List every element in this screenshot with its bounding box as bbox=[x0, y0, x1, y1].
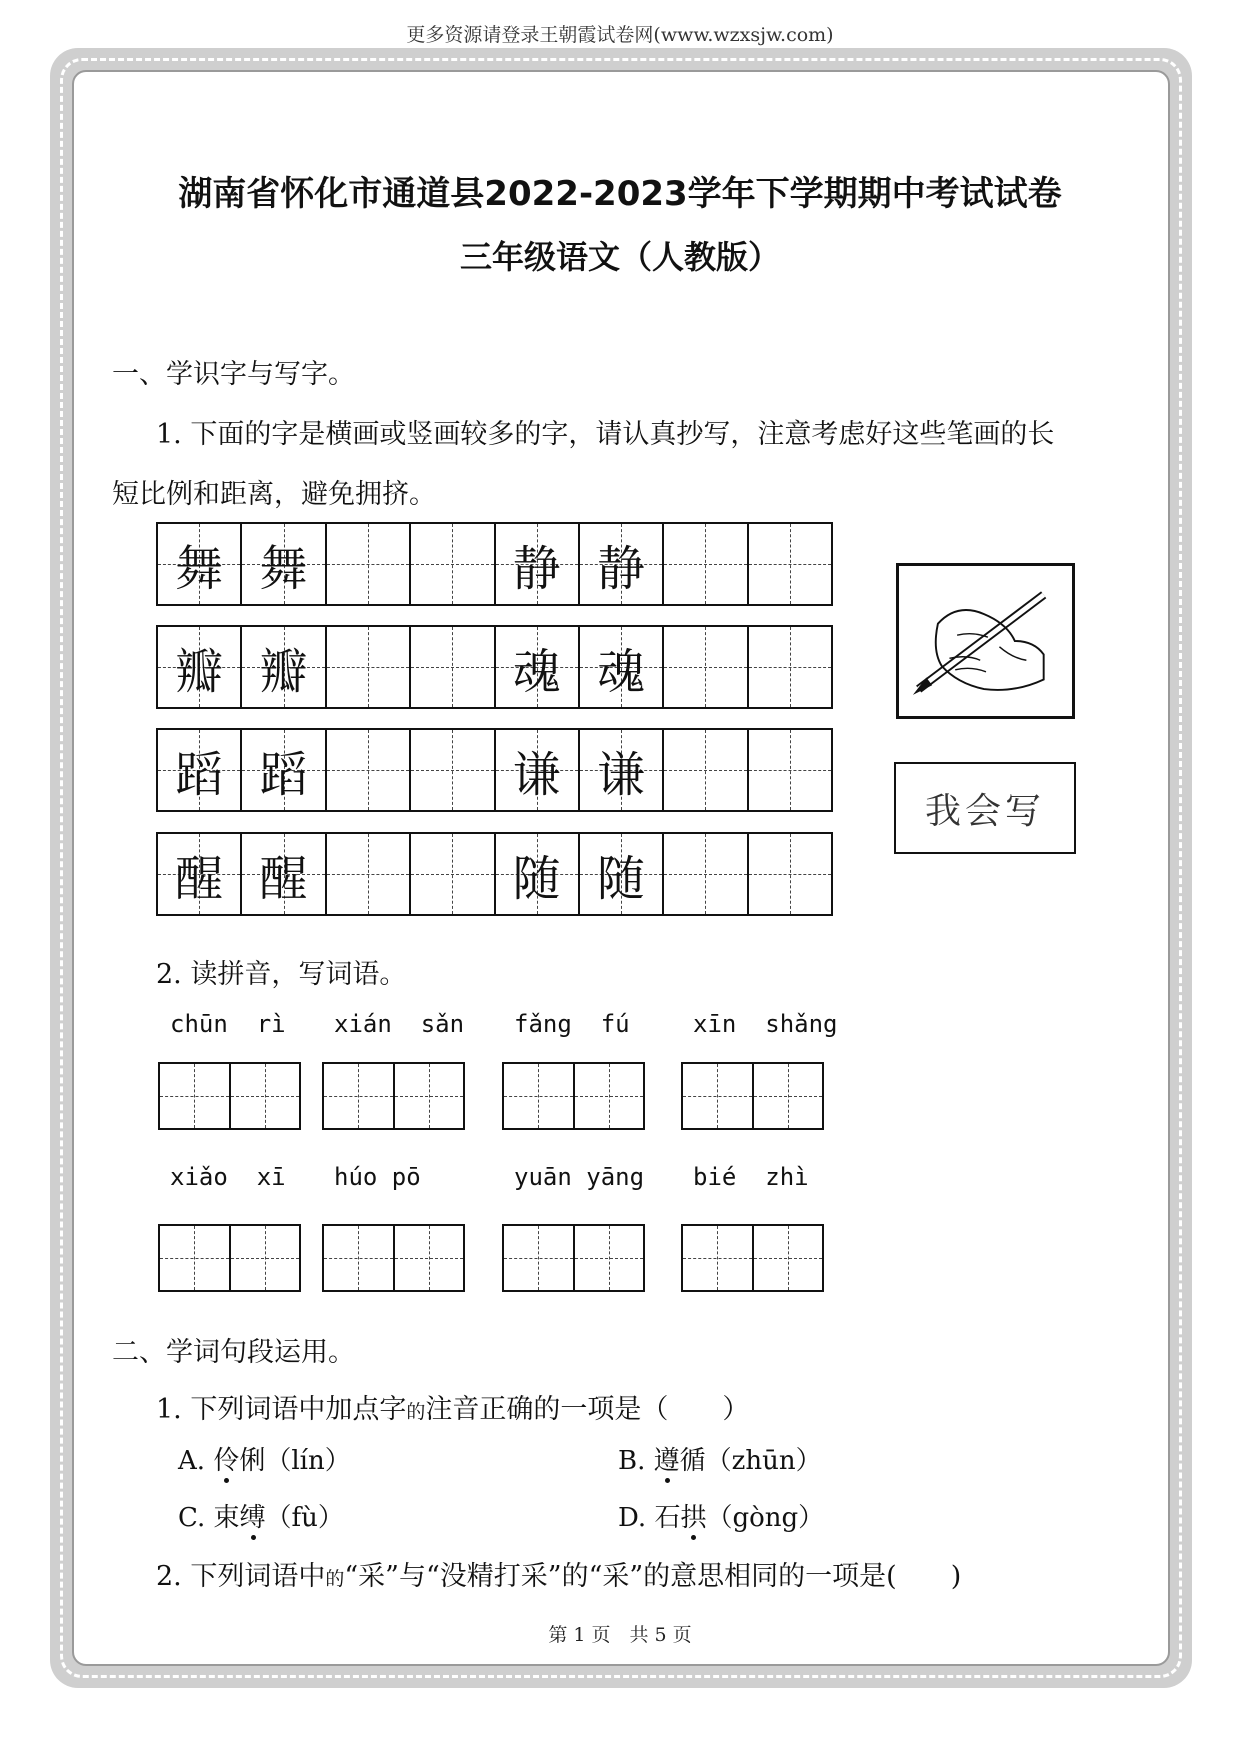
option-c bbox=[178, 1497, 344, 1534]
answer-cell[interactable] bbox=[393, 1064, 464, 1128]
grid-character: 瓣 bbox=[175, 643, 224, 700]
grid-cell-sample bbox=[158, 730, 240, 810]
grid-character bbox=[411, 524, 493, 604]
header-note: 更多资源请登录王朝霞试卷网(www.wzxsjw.com) bbox=[406, 24, 834, 46]
grid-cell-sample bbox=[494, 730, 578, 810]
s2-q1-text-a: 1. 下列词语中加点字 bbox=[156, 1394, 407, 1425]
grid-character bbox=[411, 834, 493, 914]
pinyin-label: húo pō bbox=[334, 1163, 421, 1191]
q1-line1: 1. 下面的字是横画或竖画较多的字，请认真抄写，注意考虑好这些笔画的长 bbox=[156, 419, 1055, 450]
grid-character: 静 bbox=[512, 540, 561, 597]
s2-q2-small: 的 bbox=[325, 1568, 345, 1590]
grid-cell-blank[interactable] bbox=[409, 524, 493, 604]
grid-cell-sample bbox=[240, 730, 324, 810]
answer-cell[interactable] bbox=[229, 1226, 300, 1290]
grid-character bbox=[749, 524, 831, 604]
answer-cell[interactable] bbox=[160, 1226, 229, 1290]
grid-cell-sample bbox=[240, 524, 324, 604]
option-d-label: D. bbox=[618, 1503, 647, 1533]
option-a-dotted-char: 伶 bbox=[213, 1440, 239, 1477]
answer-cell[interactable] bbox=[573, 1064, 644, 1128]
grid-cell-blank[interactable] bbox=[409, 730, 493, 810]
grid-character bbox=[749, 730, 831, 810]
grid-cell-blank[interactable] bbox=[747, 834, 831, 914]
grid-character: 魂 bbox=[597, 643, 646, 700]
grid-character bbox=[749, 627, 831, 707]
grid-cell-sample bbox=[494, 834, 578, 914]
grid-character: 舞 bbox=[259, 540, 308, 597]
s2-q1-text-b: 注音正确的一项是（ ） bbox=[425, 1394, 750, 1425]
answer-box bbox=[502, 1062, 645, 1130]
grid-cell-blank[interactable] bbox=[325, 834, 409, 914]
option-b-post: 循（zhūn） bbox=[679, 1446, 822, 1476]
grid-cell-blank[interactable] bbox=[662, 524, 746, 604]
exam-title: 湖南省怀化市通道县2022-2023学年下学期期中考试试卷 bbox=[178, 174, 1062, 214]
pinyin-label: xián sǎn bbox=[334, 1010, 465, 1038]
grid-character bbox=[411, 627, 493, 707]
grid-character: 舞 bbox=[175, 540, 224, 597]
page-footer: 第 1 页 共 5 页 bbox=[548, 1624, 692, 1646]
grid-character: 随 bbox=[512, 850, 561, 907]
grid-cell-blank[interactable] bbox=[409, 627, 493, 707]
option-d-post: （gòng） bbox=[706, 1503, 825, 1533]
grid-cell-sample bbox=[494, 627, 578, 707]
grid-row bbox=[156, 728, 833, 812]
grid-cell-blank[interactable] bbox=[662, 627, 746, 707]
grid-cell-blank[interactable] bbox=[747, 627, 831, 707]
option-c-pre: 束 bbox=[213, 1503, 240, 1533]
answer-cell[interactable] bbox=[752, 1226, 823, 1290]
grid-character bbox=[327, 627, 409, 707]
answer-box bbox=[322, 1062, 465, 1130]
grid-cell-sample bbox=[240, 834, 324, 914]
grid-cell-sample bbox=[578, 730, 662, 810]
grid-character bbox=[749, 834, 831, 914]
answer-cell[interactable] bbox=[683, 1064, 752, 1128]
option-b-dotted-char: 遵 bbox=[654, 1440, 680, 1477]
option-c-label: C. bbox=[178, 1503, 206, 1533]
grid-character bbox=[664, 524, 746, 604]
q2-prompt: 2. 读拼音，写词语。 bbox=[156, 959, 407, 990]
grid-character bbox=[664, 834, 746, 914]
grid-cell-sample bbox=[158, 627, 240, 707]
option-c-post: （fù） bbox=[265, 1503, 344, 1533]
answer-box bbox=[158, 1224, 301, 1292]
option-c-dotted-char: 缚 bbox=[240, 1497, 266, 1534]
s2-q2-text-a: 2. 下列词语中 bbox=[156, 1561, 326, 1592]
grid-cell-blank[interactable] bbox=[662, 730, 746, 810]
grid-character: 蹈 bbox=[259, 746, 308, 803]
answer-cell[interactable] bbox=[573, 1226, 644, 1290]
pinyin-label: xiǎo xī bbox=[170, 1163, 286, 1191]
exam-subtitle: 三年级语文（人教版） bbox=[459, 238, 780, 276]
grid-character bbox=[664, 730, 746, 810]
answer-cell[interactable] bbox=[504, 1064, 573, 1128]
option-d-pre: 石 bbox=[654, 1503, 681, 1533]
grid-row bbox=[156, 625, 833, 709]
section1-heading: 一、学识字与写字。 bbox=[112, 359, 355, 390]
grid-character: 蹈 bbox=[175, 746, 224, 803]
section2-heading: 二、学词句段运用。 bbox=[112, 1337, 355, 1368]
answer-cell[interactable] bbox=[324, 1226, 393, 1290]
option-d bbox=[618, 1497, 824, 1534]
answer-cell[interactable] bbox=[683, 1226, 752, 1290]
grid-character: 魂 bbox=[512, 643, 561, 700]
grid-cell-sample bbox=[578, 524, 662, 604]
option-d-dotted-char: 拱 bbox=[680, 1497, 706, 1534]
option-a-label: A. bbox=[178, 1446, 206, 1476]
grid-cell-blank[interactable] bbox=[325, 627, 409, 707]
grid-character bbox=[411, 730, 493, 810]
q1-line2: 短比例和距离，避免拥挤。 bbox=[112, 479, 436, 510]
pinyin-label: bié zhì bbox=[693, 1163, 809, 1191]
grid-cell-blank[interactable] bbox=[409, 834, 493, 914]
answer-cell[interactable] bbox=[324, 1064, 393, 1128]
option-b-label: B. bbox=[618, 1446, 646, 1476]
grid-character: 瓣 bbox=[259, 643, 308, 700]
grid-character bbox=[327, 834, 409, 914]
grid-cell-blank[interactable] bbox=[747, 524, 831, 604]
s2-q2 bbox=[156, 1554, 961, 1593]
grid-row bbox=[156, 832, 833, 916]
grid-character: 随 bbox=[597, 850, 646, 907]
option-a bbox=[178, 1440, 351, 1477]
answer-box bbox=[322, 1224, 465, 1292]
s2-q1-small: 的 bbox=[406, 1401, 426, 1423]
answer-cell[interactable] bbox=[393, 1226, 464, 1290]
pinyin-label: xīn shǎng bbox=[693, 1010, 838, 1038]
hand-writing-pencil-illustration bbox=[899, 566, 1072, 716]
answer-cell[interactable] bbox=[229, 1064, 300, 1128]
grid-cell-sample bbox=[578, 627, 662, 707]
grid-cell-blank[interactable] bbox=[747, 730, 831, 810]
hand-writing-pencil-icon bbox=[896, 563, 1075, 719]
pinyin-label: fǎng fú bbox=[514, 1010, 630, 1038]
grid-character: 静 bbox=[597, 540, 646, 597]
answer-box bbox=[681, 1224, 824, 1292]
grid-cell-sample bbox=[158, 524, 240, 604]
grid-cell-sample bbox=[240, 627, 324, 707]
option-a-post: 俐（lín） bbox=[239, 1446, 351, 1476]
grid-character bbox=[327, 524, 409, 604]
grid-character: 谦 bbox=[597, 746, 646, 803]
grid-character bbox=[664, 627, 746, 707]
option-b bbox=[618, 1440, 822, 1477]
grid-cell-sample bbox=[578, 834, 662, 914]
answer-box bbox=[681, 1062, 824, 1130]
grid-row bbox=[156, 522, 833, 606]
write-label: 我会写 bbox=[894, 762, 1076, 854]
answer-cell[interactable] bbox=[504, 1226, 573, 1290]
grid-cell-sample bbox=[494, 524, 578, 604]
grid-character bbox=[327, 730, 409, 810]
grid-cell-blank[interactable] bbox=[325, 730, 409, 810]
pinyin-label: yuān yāng bbox=[514, 1163, 645, 1191]
answer-box bbox=[502, 1224, 645, 1292]
pinyin-label: chūn rì bbox=[170, 1010, 286, 1038]
grid-cell-blank[interactable] bbox=[662, 834, 746, 914]
s2-q2-text-b: “采”与“没精打采”的“采”的意思相同的一项是( ) bbox=[344, 1561, 962, 1592]
answer-box bbox=[158, 1062, 301, 1130]
grid-cell-blank[interactable] bbox=[325, 524, 409, 604]
grid-cell-sample bbox=[158, 834, 240, 914]
answer-cell[interactable] bbox=[752, 1064, 823, 1128]
grid-character: 醒 bbox=[259, 850, 308, 907]
grid-character: 醒 bbox=[175, 850, 224, 907]
s2-q1 bbox=[156, 1387, 749, 1426]
grid-character: 谦 bbox=[512, 746, 561, 803]
answer-cell[interactable] bbox=[160, 1064, 229, 1128]
